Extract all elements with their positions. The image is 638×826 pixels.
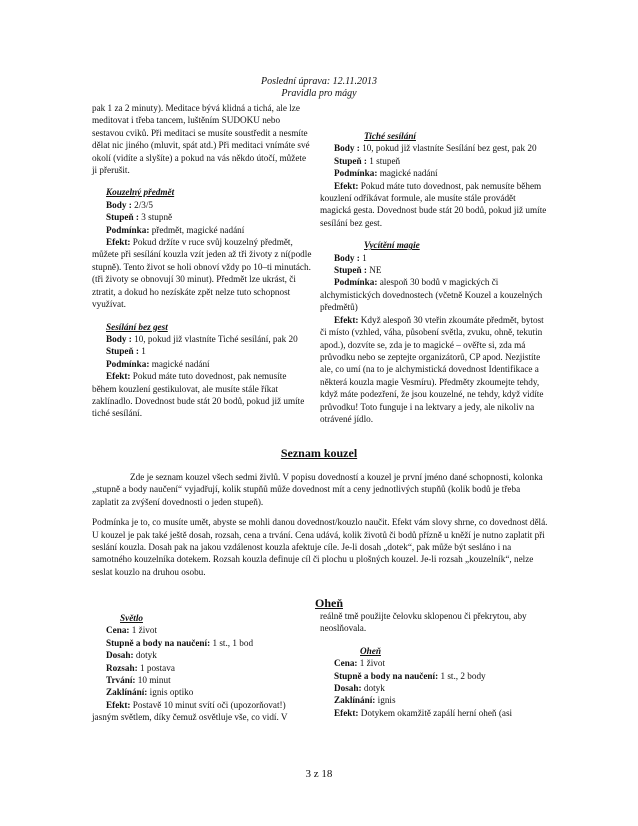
right-column-upper — [320, 130, 548, 425]
fire-range: dotyk — [363, 683, 385, 694]
spell-title-silent-casting: Tiché sesílání — [364, 131, 416, 141]
light-scope: 1 postava — [139, 662, 175, 673]
sense-level: NE — [369, 265, 382, 276]
label-condition-3: Podmínka: — [334, 168, 378, 179]
meditation-paragraph: pak 1 za 2 minuty). Meditace bývá klidná a tichá, ale lze meditovat i třeba tancem, luštěním SUDOKU nebo sestavou cviků. Při meditaci se musíte soustředit a nesmíte dělat nic jiného (mluvit, spát atd.) Při meditaci vnímáte své okolí (vidíte a slyšíte) a pokud na vás někdo útočí, můžete ji přerušit. — [92, 103, 310, 176]
header-last-update: Poslední úprava: 12.11.2013 — [261, 76, 377, 87]
label-body: Body : — [106, 199, 132, 210]
label-condition-2: Podmínka: — [106, 358, 150, 369]
light-effect: Postavě 10 minut svítí oči (upozorňovat!) jasným světlem, díky čemuž osvětluje vše, co vidí. V — [92, 699, 288, 723]
cursed-item-level: 3 stupně — [141, 212, 173, 223]
label-condition-4: Podmínka: — [334, 277, 378, 288]
silent-level: 1 stupeň — [369, 155, 401, 166]
left-column-lower — [92, 612, 312, 724]
label-cost: Cena: — [106, 625, 130, 636]
section-title-fire: Oheň — [314, 596, 343, 610]
silent-effect: Pokud máte tuto dovednost, pak nemusíte během kouzlení odříkávat formule, ale musíte stále provádět magická gesta. Dovednost bude stát 20 bodů, pokud již umíte sesílání bez gest. — [320, 180, 547, 228]
label-level-3: Stupeň : — [334, 155, 367, 166]
sense-body: 1 — [362, 252, 367, 263]
label-level: Stupeň : — [106, 212, 139, 223]
light-duration: 10 minut — [137, 675, 171, 686]
fire-effect: Dotykem okamžitě zapálí herní oheň (asi — [360, 707, 513, 718]
cursed-item-condition: předmět, magické nadání — [151, 224, 245, 235]
label-level-4: Stupeň : — [334, 265, 367, 276]
label-effect-3: Efekt: — [334, 180, 359, 191]
header-subtitle: Pravidla pro mágy — [281, 88, 357, 99]
label-learning: Stupně a body na naučení: — [106, 637, 211, 648]
label-level-2: Stupeň : — [106, 346, 139, 357]
label-range-2: Dosah: — [334, 683, 362, 694]
label-body-4: Body : — [334, 252, 360, 263]
label-body-2: Body : — [106, 333, 132, 344]
sense-effect: Když alespoň 30 vteřin zkoumáte předmět, bytost či místo (vzhled, váha, působení světla, zvuku, ohně, tekutin apod.), dozvíte se, zda je to magické – ověřte si, zda má průvodku nebo se zeptejte organizátorů, CP apod. Nezjistíte ale, co umí (na to je alchymistická dovednost Identifikace a některá kouzla magie Vesmíru). Předměty zkoumejte tehdy, když máte podezření, že jsou kouzelné, ne tehdy, když vidíte průvodku! Toto funguje i na lektvary a jedy, ale nikoliv na otrávené jídlo. — [320, 314, 544, 424]
label-effect-4: Efekt: — [334, 314, 359, 325]
label-incantation-2: Zaklínání: — [334, 695, 376, 706]
light-incantation: ignis optiko — [149, 687, 194, 698]
fire-cost: 1 život — [359, 658, 386, 669]
left-column-upper — [92, 102, 312, 420]
gesture-condition: magické nadání — [151, 358, 210, 369]
intro-paragraph-2: Podmínka je to, co musíte umět, abyste se mohli danou dovednost/kouzlo naučit. Efekt vám slovy shrne, co dovednost dělá. U kouzel je pak také ještě dosah, rozsah, cena a trvání. Cena udává, kolik životů či bodů přízně u kněží je nutno zaplatit při seslání kouzla. Dosah pak na jakou vzdálenost kouzla afektuje cíle. Je-li dosah „dotek“, pak může být sesláno i na samotného kouzelníka dotekem. Rozsah kouzla definuje cíl či plochu u plošných kouzel. Je-li rozsah „kouzelník“, nelze seslat kouzlo na druhou osobu. — [92, 517, 548, 577]
light-range: dotyk — [135, 650, 157, 661]
label-condition: Podmínka: — [106, 224, 150, 235]
light-cost: 1 život — [131, 625, 158, 636]
label-scope: Rozsah: — [106, 662, 138, 673]
cursed-item-body: 2/3/5 — [134, 199, 153, 210]
spell-title-sense-magic: Vycítění magie — [364, 240, 420, 251]
label-incantation: Zaklínání: — [106, 687, 148, 698]
label-effect-5: Efekt: — [106, 699, 131, 710]
page-number: 3 z 18 — [305, 768, 333, 780]
label-effect-2: Efekt: — [106, 371, 131, 382]
label-duration: Trvání: — [106, 675, 136, 686]
light-learning: 1 st., 1 bod — [212, 637, 254, 648]
silent-condition: magické nadání — [379, 168, 438, 179]
right-column-lower — [320, 610, 548, 719]
label-cost-2: Cena: — [334, 658, 358, 669]
spell-title-light: Světlo — [120, 613, 143, 623]
label-effect-6: Efekt: — [334, 707, 359, 718]
gesture-effect: Pokud máte tuto dovednost, pak nemusíte během kouzlení gestikulovat, ale musíte stále říkat zaklínadlo. Dovednost bude stát 20 bodů, pokud již umíte tiché sesílání. — [92, 371, 305, 419]
spell-list-intro — [92, 471, 548, 578]
sense-condition: alespoň 30 bodů v magických či alchymistických dovednostech (včetně Kouzel a kouzelných předmětů) — [320, 277, 543, 313]
gesture-level: 1 — [141, 346, 146, 357]
spell-title-gesture-casting: Sesílání bez gest — [106, 321, 168, 332]
section-title-spell-list: Seznam kouzel — [280, 446, 358, 460]
spell-title-cursed-item: Kouzelný předmět — [106, 187, 175, 198]
fire-incantation: ignis — [377, 695, 396, 706]
intro-paragraph-1: Zde je seznam kouzel všech sedmi živlů. V popisu dovedností a kouzel je první jméno dané schopnosti, kolonka „stupně a body naučení“ vyjadřují, kolik stupňů může dovednost mít a ceny jednotlivých stupňů (kolik bodů je třeba zaplatit za zvýšení dovednosti o jeden stupeň). — [92, 472, 543, 507]
fire-continuation: reálně tmě použijte čelovku sklopenou či překrytou, aby neoslňovala. — [320, 611, 527, 634]
fire-learning: 1 st., 2 body — [440, 670, 486, 681]
spell-title-fire: Oheň — [360, 645, 381, 656]
cursed-item-effect: Pokud držíte v ruce svůj kouzelný předmět, můžete při sesílání kouzla vzít jeden až tři životy z ní(podle stupně). Tento život se holi obnoví vždy po 10–ti minutách. (tři životy se obnovují 30 minut). Předmět lze ukrást, či ztratit, a dokud ho nezískáte zpět nelze tuto schopnost využívat. — [92, 237, 312, 310]
label-body-3: Body : — [334, 143, 360, 154]
silent-body: 10, pokud již vlastníte Sesílání bez gest, pak 20 — [362, 143, 537, 154]
gesture-body: 10, pokud již vlastníte Tiché sesílání, pak 20 — [134, 333, 298, 344]
label-range: Dosah: — [106, 650, 134, 661]
label-learning-2: Stupně a body na naučení: — [334, 670, 439, 681]
label-effect: Efekt: — [106, 237, 131, 248]
